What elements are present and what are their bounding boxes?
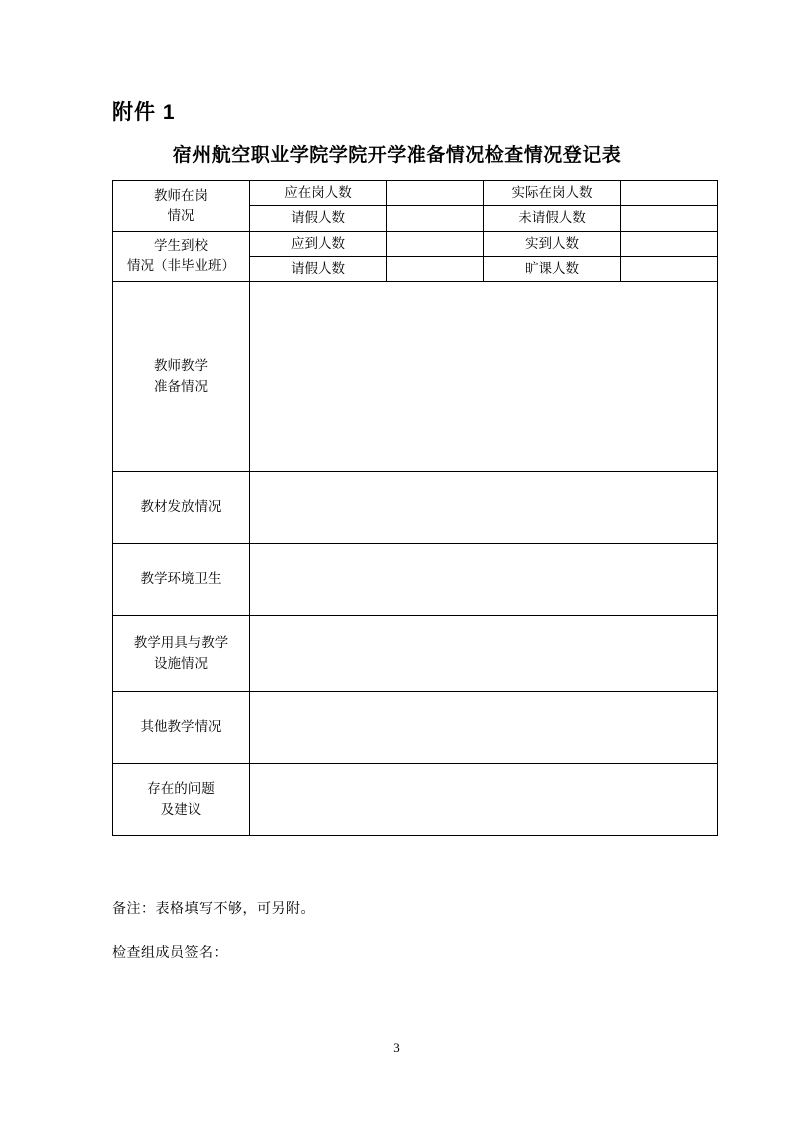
section-label-hygiene: 教学环境卫生 bbox=[113, 544, 250, 616]
field-value-teacher-leave[interactable] bbox=[387, 206, 484, 231]
section-label-line2: 设施情况 bbox=[154, 655, 208, 671]
field-label-actual-students: 实到人数 bbox=[484, 231, 621, 256]
field-value-student-absent[interactable] bbox=[621, 256, 718, 281]
section-label-line1: 教师教学 bbox=[154, 358, 208, 374]
section-value-other[interactable] bbox=[250, 692, 718, 764]
form-note: 备注：表格填写不够，可另附。 bbox=[112, 902, 315, 917]
attachment-label: 附件 1 bbox=[112, 101, 176, 124]
field-label-expected-students: 应到人数 bbox=[250, 231, 387, 256]
row-label-student-arrival bbox=[113, 231, 250, 282]
field-label-teacher-no-leave: 未请假人数 bbox=[484, 206, 621, 231]
row-label-line1: 教师在岗 bbox=[154, 187, 208, 203]
field-label-teacher-leave: 请假人数 bbox=[250, 206, 387, 231]
table-row bbox=[113, 616, 718, 692]
field-value-actual-on-duty[interactable] bbox=[621, 181, 718, 206]
section-label-teaching-prep bbox=[113, 282, 250, 472]
row-label-teacher-duty bbox=[113, 181, 250, 232]
section-value-teaching-prep[interactable] bbox=[250, 282, 718, 472]
section-value-textbook[interactable] bbox=[250, 472, 718, 544]
signature-line: 检查组成员签名： bbox=[112, 946, 228, 961]
section-label-other: 其他教学情况 bbox=[113, 692, 250, 764]
field-label-student-leave: 请假人数 bbox=[250, 256, 387, 281]
section-label-textbook: 教材发放情况 bbox=[113, 472, 250, 544]
table-row bbox=[113, 692, 718, 764]
section-label-line2: 准备情况 bbox=[154, 378, 208, 394]
field-value-teacher-no-leave[interactable] bbox=[621, 206, 718, 231]
inspection-form-table bbox=[112, 180, 718, 836]
section-label-line1: 教学用具与教学 bbox=[133, 635, 229, 651]
page-number: 3 bbox=[393, 1040, 400, 1055]
table-row bbox=[113, 544, 718, 616]
page-title: 宿州航空职业学院学院开学准备情况检查情况登记表 bbox=[172, 145, 622, 166]
section-value-facilities[interactable] bbox=[250, 616, 718, 692]
section-value-hygiene[interactable] bbox=[250, 544, 718, 616]
section-label-facilities bbox=[113, 616, 250, 692]
row-label-line2: 情况 bbox=[167, 207, 195, 223]
table-row bbox=[113, 764, 718, 836]
field-value-expected-on-duty[interactable] bbox=[387, 181, 484, 206]
section-value-problems[interactable] bbox=[250, 764, 718, 836]
field-value-student-leave[interactable] bbox=[387, 256, 484, 281]
table-row bbox=[113, 472, 718, 544]
field-label-student-absent: 旷课人数 bbox=[484, 256, 621, 281]
field-value-expected-students[interactable] bbox=[387, 231, 484, 256]
section-label-line2: 及建议 bbox=[160, 801, 202, 817]
field-value-actual-students[interactable] bbox=[621, 231, 718, 256]
section-label-problems bbox=[113, 764, 250, 836]
field-label-actual-on-duty: 实际在岗人数 bbox=[484, 181, 621, 206]
section-label-line1: 存在的问题 bbox=[147, 781, 215, 797]
field-label-expected-on-duty: 应在岗人数 bbox=[250, 181, 387, 206]
table-row bbox=[113, 231, 718, 256]
row-label-line1: 学生到校 bbox=[154, 238, 208, 253]
row-label-line2: 情况（非毕业班） bbox=[127, 258, 235, 274]
table-row bbox=[113, 181, 718, 206]
table-row bbox=[113, 282, 718, 472]
